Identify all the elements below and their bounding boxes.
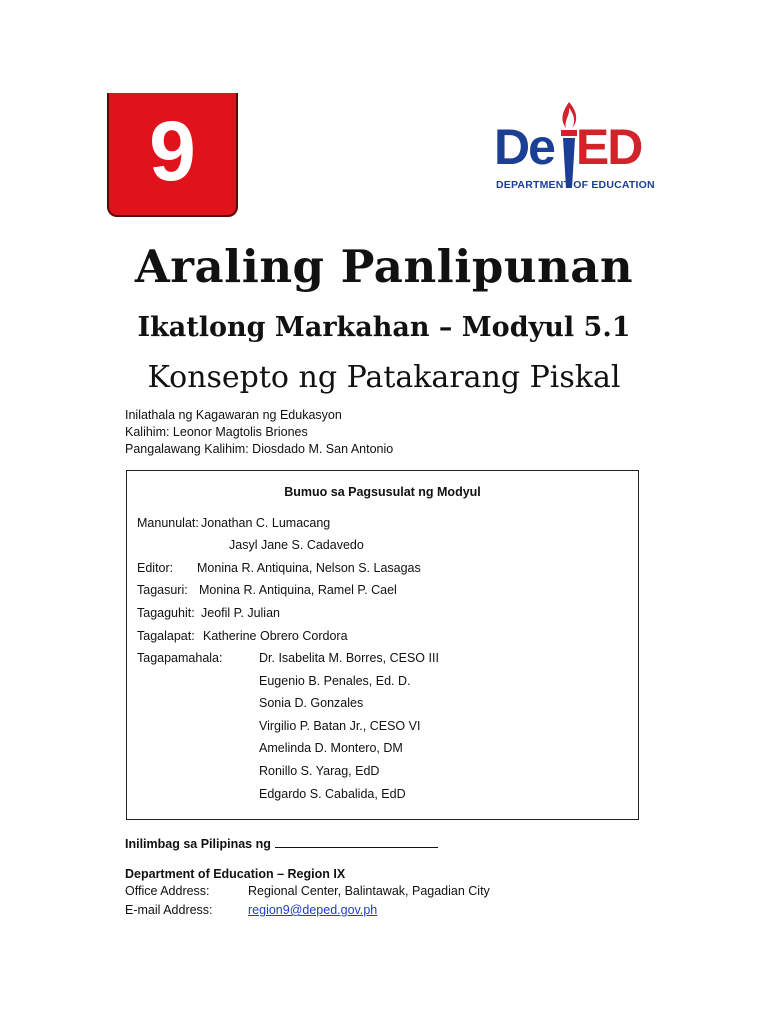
credit-label: Tagaguhit: [137, 606, 195, 620]
credits-box [126, 470, 639, 820]
publication-info [125, 407, 393, 458]
email-address-row [125, 902, 378, 921]
credit-name: Ronillo S. Yarag, EdD [259, 764, 380, 778]
office-address-row [125, 883, 490, 902]
credit-label: Editor: [137, 561, 174, 575]
publisher-line: Inilathala ng Kagawaran ng Edukasyon [125, 408, 342, 422]
region-info [125, 866, 490, 921]
department-line: DEPARTMENT OF EDUCATION [496, 179, 655, 191]
credit-name: Sonia D. Gonzales [259, 696, 364, 710]
printer-blank-line [275, 835, 438, 848]
deped-wordmark: De ED [494, 119, 642, 175]
email-address-label: E-mail Address: [125, 903, 213, 917]
credit-label: Tagasuri: [137, 583, 188, 597]
credit-label: Tagalapat: [137, 629, 195, 643]
credit-name: Dr. Isabelita M. Borres, CESO III [259, 651, 439, 665]
grade-tab [107, 93, 238, 217]
printed-in-line [125, 835, 438, 851]
credits-heading: Bumuo sa Pagsusulat ng Modyul [284, 485, 481, 499]
module-topic: Konsepto ng Patakarang Piskal [147, 360, 621, 395]
credit-name: Amelinda D. Montero, DM [259, 741, 403, 755]
office-address-label: Office Address: [125, 884, 210, 898]
credit-name: Edgardo S. Cabalida, EdD [259, 787, 406, 801]
printed-label: Inilimbag sa Pilipinas ng [125, 837, 271, 851]
grade-number: 9 [149, 104, 196, 198]
secretary-line: Kalihim: Leonor Magtolis Briones [125, 425, 308, 439]
credit-name: Monina R. Antiquina, Ramel P. Cael [199, 583, 397, 597]
email-link[interactable]: region9@deped.gov.ph [248, 903, 378, 917]
undersecretary-line: Pangalawang Kalihim: Diosdado M. San Antonio [125, 442, 394, 456]
region-title: Department of Education – Region IX [125, 867, 346, 881]
credit-name: Jonathan C. Lumacang [201, 516, 331, 530]
module-subtitle: Ikatlong Markahan – Modyul 5.1 [137, 312, 631, 343]
deped-logo [494, 100, 669, 195]
credit-label: Tagapamahala: [137, 651, 223, 665]
credit-name: Eugenio B. Penales, Ed. D. [259, 674, 411, 688]
credit-name: Jasyl Jane S. Cadavedo [229, 538, 364, 552]
credit-label: Manunulat: [137, 516, 199, 530]
page-title: Araling Panlipunan [134, 240, 634, 293]
credit-name: Monina R. Antiquina, Nelson S. Lasagas [197, 561, 421, 575]
office-address-value: Regional Center, Balintawak, Pagadian City [248, 884, 490, 898]
credit-name: Virgilio P. Batan Jr., CESO VI [259, 719, 421, 733]
credit-name: Katherine Obrero Cordora [203, 629, 348, 643]
credit-name: Jeofil P. Julian [201, 606, 280, 620]
